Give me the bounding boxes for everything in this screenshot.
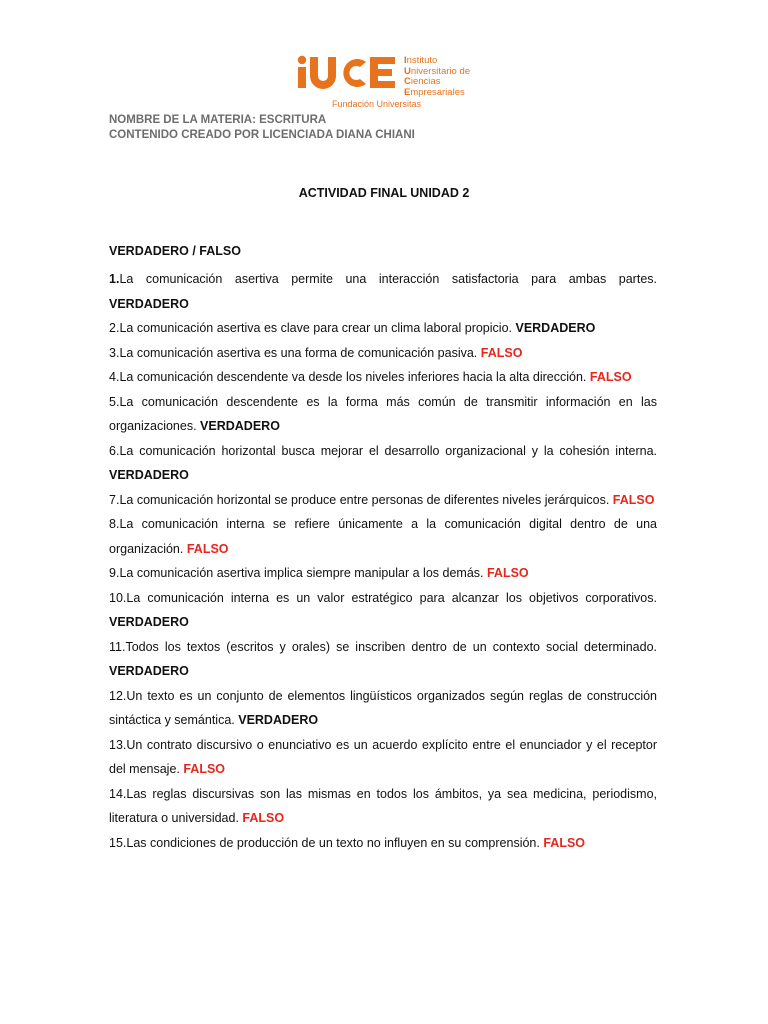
item-number: 2. [109,321,120,335]
iuce-logo [296,54,486,112]
document-header [109,113,415,143]
item-statement: Todos los textos (escritos y orales) se inscriben dentro de un contexto social determinado. [125,639,657,654]
item-number: 10. [109,590,127,605]
item-answer: VERDADERO [200,419,280,433]
item-answer: VERDADERO [238,713,319,727]
item-statement: La comunicación interna es un valor estratégico para alcanzar los objetivos corporativos. [126,590,657,605]
logo-foundation: Fundación Universitas [332,99,422,109]
item-answer: VERDADERO [109,296,189,311]
item-statement: La comunicación interna se refiere únicamente a la comunicación digital dentro de una organización. [109,517,657,556]
item-answer: FALSO [480,345,523,360]
list-item [109,488,657,513]
section-heading: VERDADERO / FALSO [109,244,241,258]
item-number: 4. [109,370,120,384]
item-statement: Un texto es un conjunto de elementos lingüísticos organizados según reglas de construcción sintáctica y semántica. [109,688,657,727]
list-item [109,684,657,733]
item-statement: Las reglas discursivas son las mismas en todos los ámbitos, ya sea medicina, periodismo, literatura o universidad. [109,786,657,825]
item-number: 14. [109,786,127,801]
logo-line: Ciencias [404,76,441,87]
list-item [109,512,657,561]
page-title: ACTIVIDAD FINAL UNIDAD 2 [298,186,470,200]
item-answer: FALSO [242,811,285,825]
item-statement: La comunicación asertiva es una forma de comunicación pasiva. [119,345,478,360]
list-item [109,586,657,635]
item-number: 11. [109,639,126,654]
question-list [109,267,657,855]
list-item [109,782,657,831]
item-answer: FALSO [183,762,226,776]
item-statement: La comunicación descendente va desde los niveles inferiores hacia la alta dirección. [119,370,587,384]
item-number: 12. [109,688,127,703]
item-statement: La comunicación asertiva es clave para crear un clima laboral propicio. [119,321,512,335]
item-statement: Un contrato discursivo o enunciativo es un acuerdo explícito entre el enunciador y el receptor del mensaje. [109,737,657,776]
content-author: CONTENIDO CREADO POR LICENCIADA DIANA CHIANI [109,129,415,141]
item-answer: VERDADERO [109,468,189,482]
list-item [109,316,657,341]
item-statement: La comunicación asertiva permite una interacción satisfactoria para ambas partes. [119,272,657,286]
logo-line: Universitario de [404,65,471,77]
list-item [109,390,657,439]
list-item [109,365,657,390]
item-number: 5. [109,394,120,409]
item-number: 1. [109,272,120,286]
item-number: 7. [109,492,120,507]
item-number: 3. [109,345,120,360]
list-item [109,831,657,856]
item-number: 13. [109,737,127,752]
item-statement: La comunicación horizontal se produce entre personas de diferentes niveles jerárquicos. [119,492,610,507]
item-answer: FALSO [186,541,229,556]
list-item [109,561,657,586]
list-item [109,635,657,684]
list-item [109,439,657,488]
subject-name: NOMBRE DE LA MATERIA: ESCRITURA [109,114,327,126]
item-number: 8. [109,517,120,531]
list-item [109,341,657,366]
item-answer: FALSO [543,835,586,850]
item-answer: FALSO [589,370,632,384]
item-number: 9. [109,566,120,580]
item-answer: FALSO [612,492,655,507]
item-statement: La comunicación horizontal busca mejorar el desarrollo organizacional y la cohesión interna. [119,443,657,458]
item-statement: La comunicación asertiva implica siempre manipular a los demás. [119,566,484,580]
item-answer: VERDADERO [515,321,596,335]
logo-wordmark [404,56,470,98]
item-answer: VERDADERO [109,664,189,678]
list-item [109,733,657,782]
item-answer: VERDADERO [109,615,189,629]
item-answer: FALSO [486,566,529,580]
iuce-logo-mark [296,54,402,96]
item-statement: Las condiciones de producción de un texto no influyen en su comprensión. [126,835,540,850]
item-statement: La comunicación descendente es la forma más común de transmitir información en las organizaciones. [109,394,657,433]
item-number: 15. [109,835,127,850]
item-number: 6. [109,443,120,458]
list-item [109,267,657,316]
logo-line: Empresariales [404,86,465,98]
logo-line: Instituto [404,55,438,66]
